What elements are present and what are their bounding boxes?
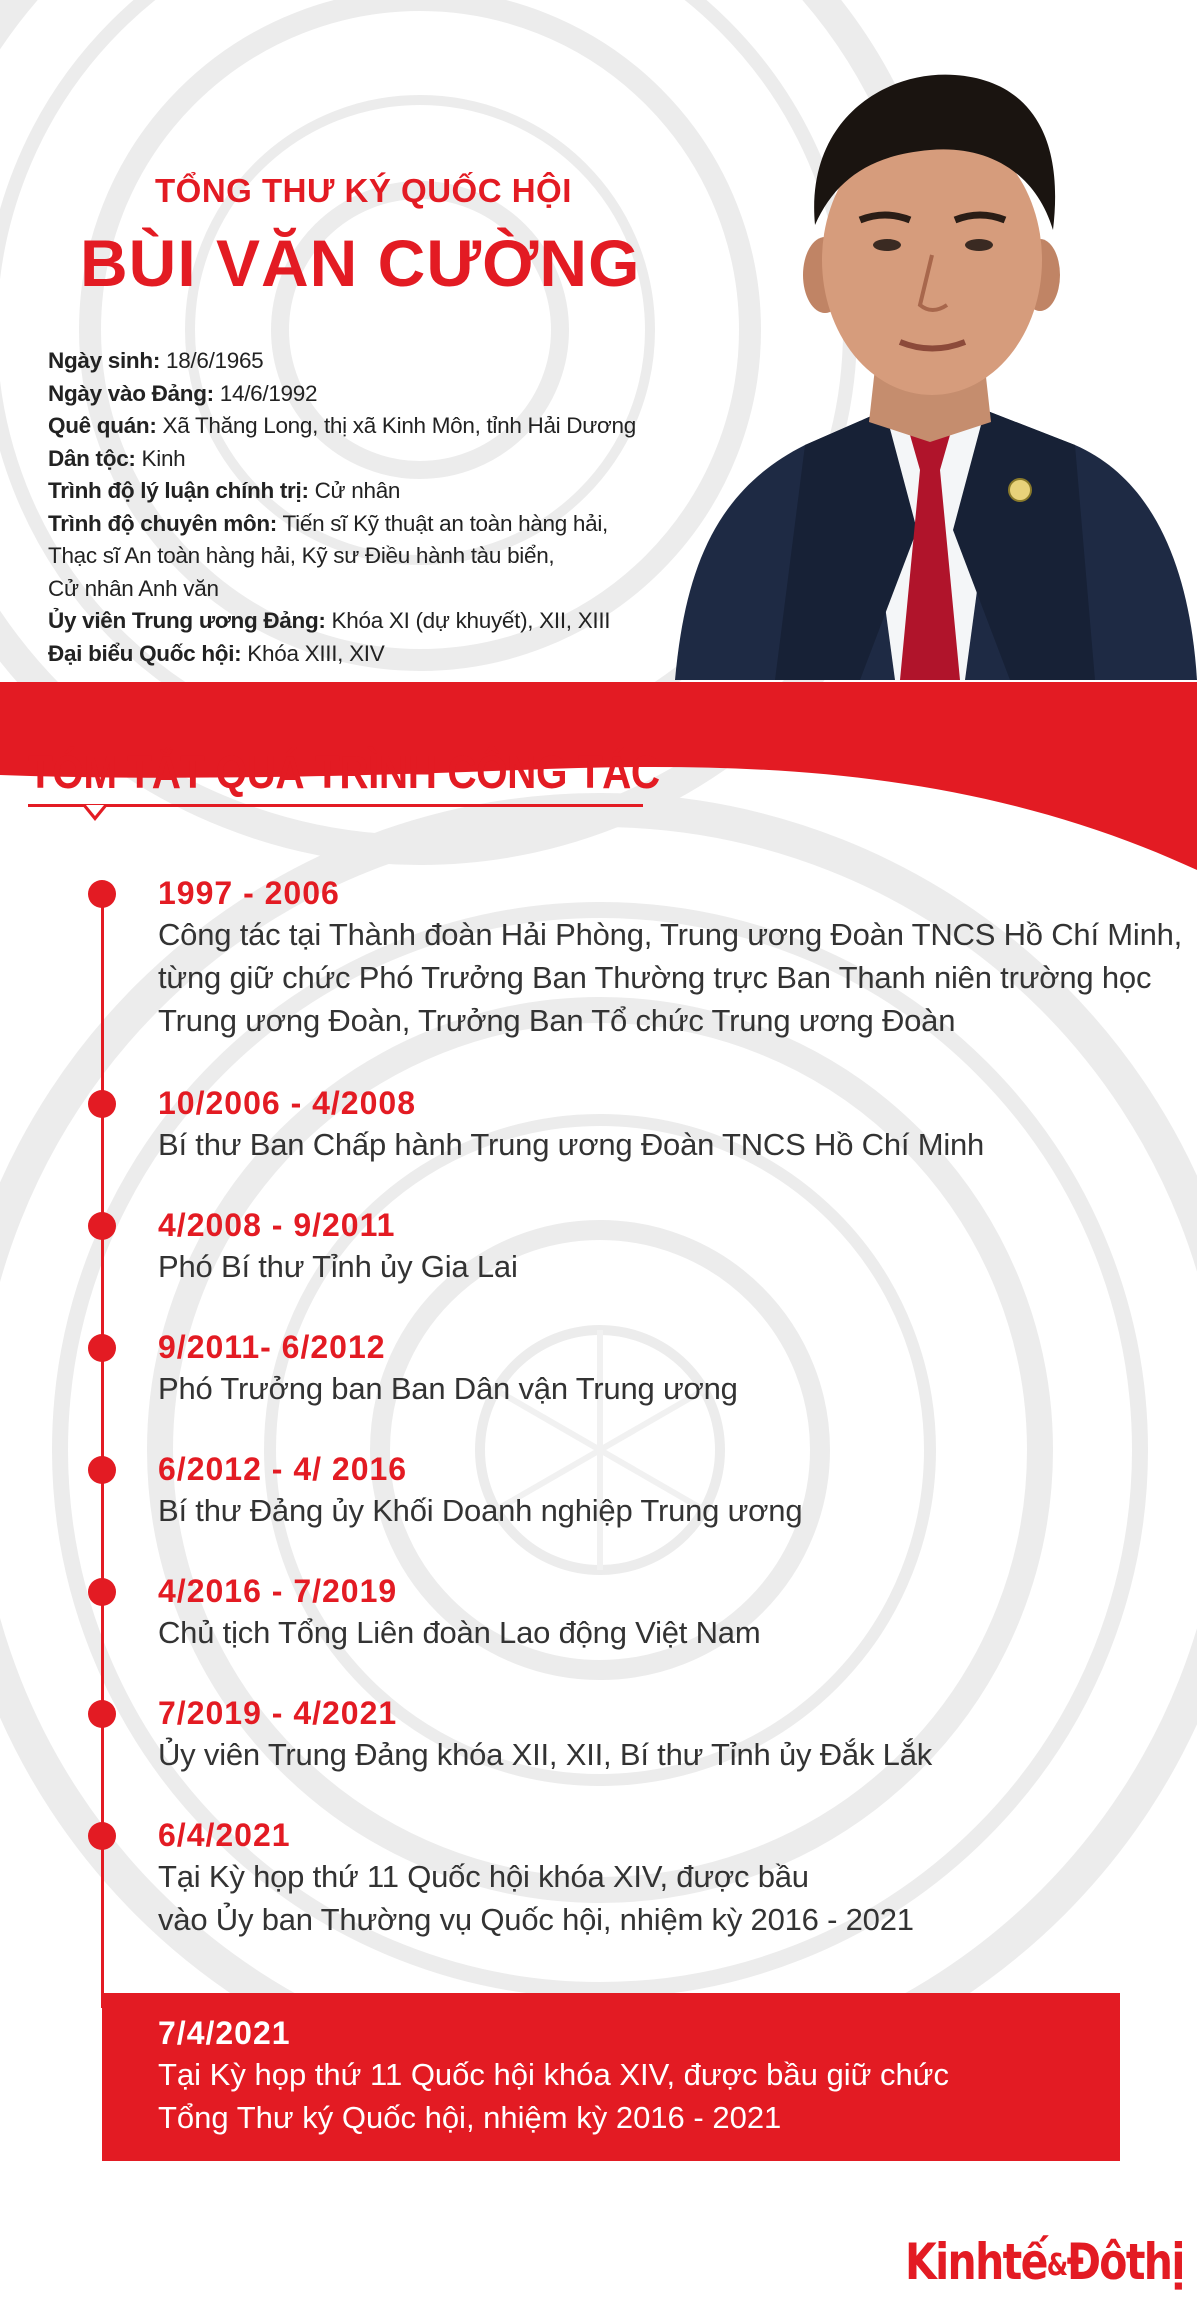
timeline-period: 4/2008 - 9/2011 xyxy=(158,1207,396,1243)
timeline-description: Phó Trưởng ban Ban Dân vận Trung ương xyxy=(158,1371,738,1406)
timeline-description: Ủy viên Trung Đảng khóa XII, XII, Bí thư Tỉnh ủy Đắk Lắk xyxy=(158,1737,933,1772)
section-title-underline xyxy=(28,804,643,807)
profile-value: Cử nhân Anh văn xyxy=(48,575,219,601)
profile-label: Ủy viên Trung ương Đảng: xyxy=(48,608,326,633)
timeline-description: Bí thư Ban Chấp hành Trung ương Đoàn TNCS Hồ Chí Minh xyxy=(158,1127,985,1162)
profile-value: 14/6/1992 xyxy=(213,380,318,406)
profile-value: Kinh xyxy=(135,445,186,471)
profile-info xyxy=(48,345,636,670)
timeline-dot xyxy=(88,1822,116,1850)
timeline-period: 6/4/2021 xyxy=(158,1817,291,1853)
profile-value: Khóa XI (dự khuyết), XII, XIII xyxy=(325,608,611,633)
timeline-period: 6/2012 - 4/ 2016 xyxy=(158,1451,408,1487)
timeline-dot xyxy=(88,1090,116,1118)
timeline-dot xyxy=(88,1456,116,1484)
timeline-dot xyxy=(88,880,116,908)
profile-label: Ngày sinh: xyxy=(48,348,161,373)
logo-text-part2: Đôthị xyxy=(1066,2233,1184,2291)
profile-row xyxy=(48,573,636,606)
final-period: 7/4/2021 xyxy=(158,2015,291,2051)
profile-row xyxy=(48,443,636,476)
timeline-dot xyxy=(88,1578,116,1606)
profile-label: Đại biểu Quốc hội: xyxy=(48,640,242,666)
timeline-period: 4/2016 - 7/2019 xyxy=(158,1573,398,1609)
portrait-photo xyxy=(655,50,1197,680)
timeline-description: Bí thư Đảng ủy Khối Doanh nghiệp Trung ương xyxy=(158,1493,803,1528)
profile-value: Xã Thăng Long, thị xã Kinh Môn, tỉnh Hải Dương xyxy=(156,413,636,438)
timeline-description: vào Ủy ban Thường vụ Quốc hội, nhiệm kỳ 2016 - 2021 xyxy=(158,1902,914,1937)
profile-row xyxy=(48,605,636,638)
profile-label: Ngày vào Đảng: xyxy=(48,380,214,406)
profile-label: Dân tộc: xyxy=(48,445,136,471)
profile-row xyxy=(48,378,636,411)
profile-row xyxy=(48,410,636,443)
section-title-notch-inner xyxy=(86,805,104,816)
profile-row xyxy=(48,540,636,573)
timeline-description: Công tác tại Thành đoàn Hải Phòng, Trung ương Đoàn TNCS Hồ Chí Minh, xyxy=(158,917,1183,952)
profile-row xyxy=(48,508,636,541)
timeline-description: Trung ương Đoàn, Trưởng Ban Tổ chức Trung ương Đoàn xyxy=(158,1003,956,1038)
timeline-description: từng giữ chức Phó Trưởng Ban Thường trực Ban Thanh niên trường học xyxy=(158,960,1152,995)
timeline-description: Phó Bí thư Tỉnh ủy Gia Lai xyxy=(158,1249,518,1284)
profile-value: Thạc sĩ An toàn hàng hải, Kỹ sư Điều hành tàu biển, xyxy=(48,543,555,568)
timeline-period: 1997 - 2006 xyxy=(158,875,340,911)
profile-label: Trình độ chuyên môn: xyxy=(48,510,277,536)
profile-header xyxy=(0,0,1197,690)
timeline-dot xyxy=(88,1212,116,1240)
logo-ampersand: & xyxy=(1046,2248,1067,2283)
person-name: BÙI VĂN CƯỜNG xyxy=(80,226,641,300)
profile-value: Cử nhân xyxy=(308,478,401,503)
profile-value: Khóa XIII, XIV xyxy=(241,640,385,666)
timeline-period: 10/2006 - 4/2008 xyxy=(158,1085,416,1121)
profile-row xyxy=(48,475,636,508)
section-title: TÓM TẮT QUÁ TRÌNH CÔNG TÁC xyxy=(28,746,660,798)
profile-value: 18/6/1965 xyxy=(160,348,264,373)
profile-label: Trình độ lý luận chính trị: xyxy=(48,478,309,503)
logo-text-part1: Kinhtế xyxy=(905,2233,1047,2291)
final-description: Tại Kỳ họp thứ 11 Quốc hội khóa XIV, được bầu giữ chức xyxy=(158,2057,949,2092)
final-milestone-box xyxy=(102,1993,1120,2161)
timeline-description: Chủ tịch Tổng Liên đoàn Lao động Việt Nam xyxy=(158,1615,761,1650)
timeline-dot xyxy=(88,1334,116,1362)
timeline-dot xyxy=(88,1700,116,1728)
kinhtedothi-logo xyxy=(905,2233,1184,2291)
timeline-period: 9/2011- 6/2012 xyxy=(158,1329,386,1365)
profile-row xyxy=(48,638,636,671)
profile-label: Quê quán: xyxy=(48,413,157,438)
profile-value: Tiến sĩ Kỹ thuật an toàn hàng hải, xyxy=(277,510,608,536)
timeline-period: 7/2019 - 4/2021 xyxy=(158,1695,398,1731)
profile-row xyxy=(48,345,636,378)
position-title: TỔNG THƯ KÝ QUỐC HỘI xyxy=(155,172,572,209)
timeline-description: Tại Kỳ họp thứ 11 Quốc hội khóa XIV, được bầu xyxy=(158,1859,809,1894)
final-description: Tổng Thư ký Quốc hội, nhiệm kỳ 2016 - 2021 xyxy=(158,2100,782,2135)
